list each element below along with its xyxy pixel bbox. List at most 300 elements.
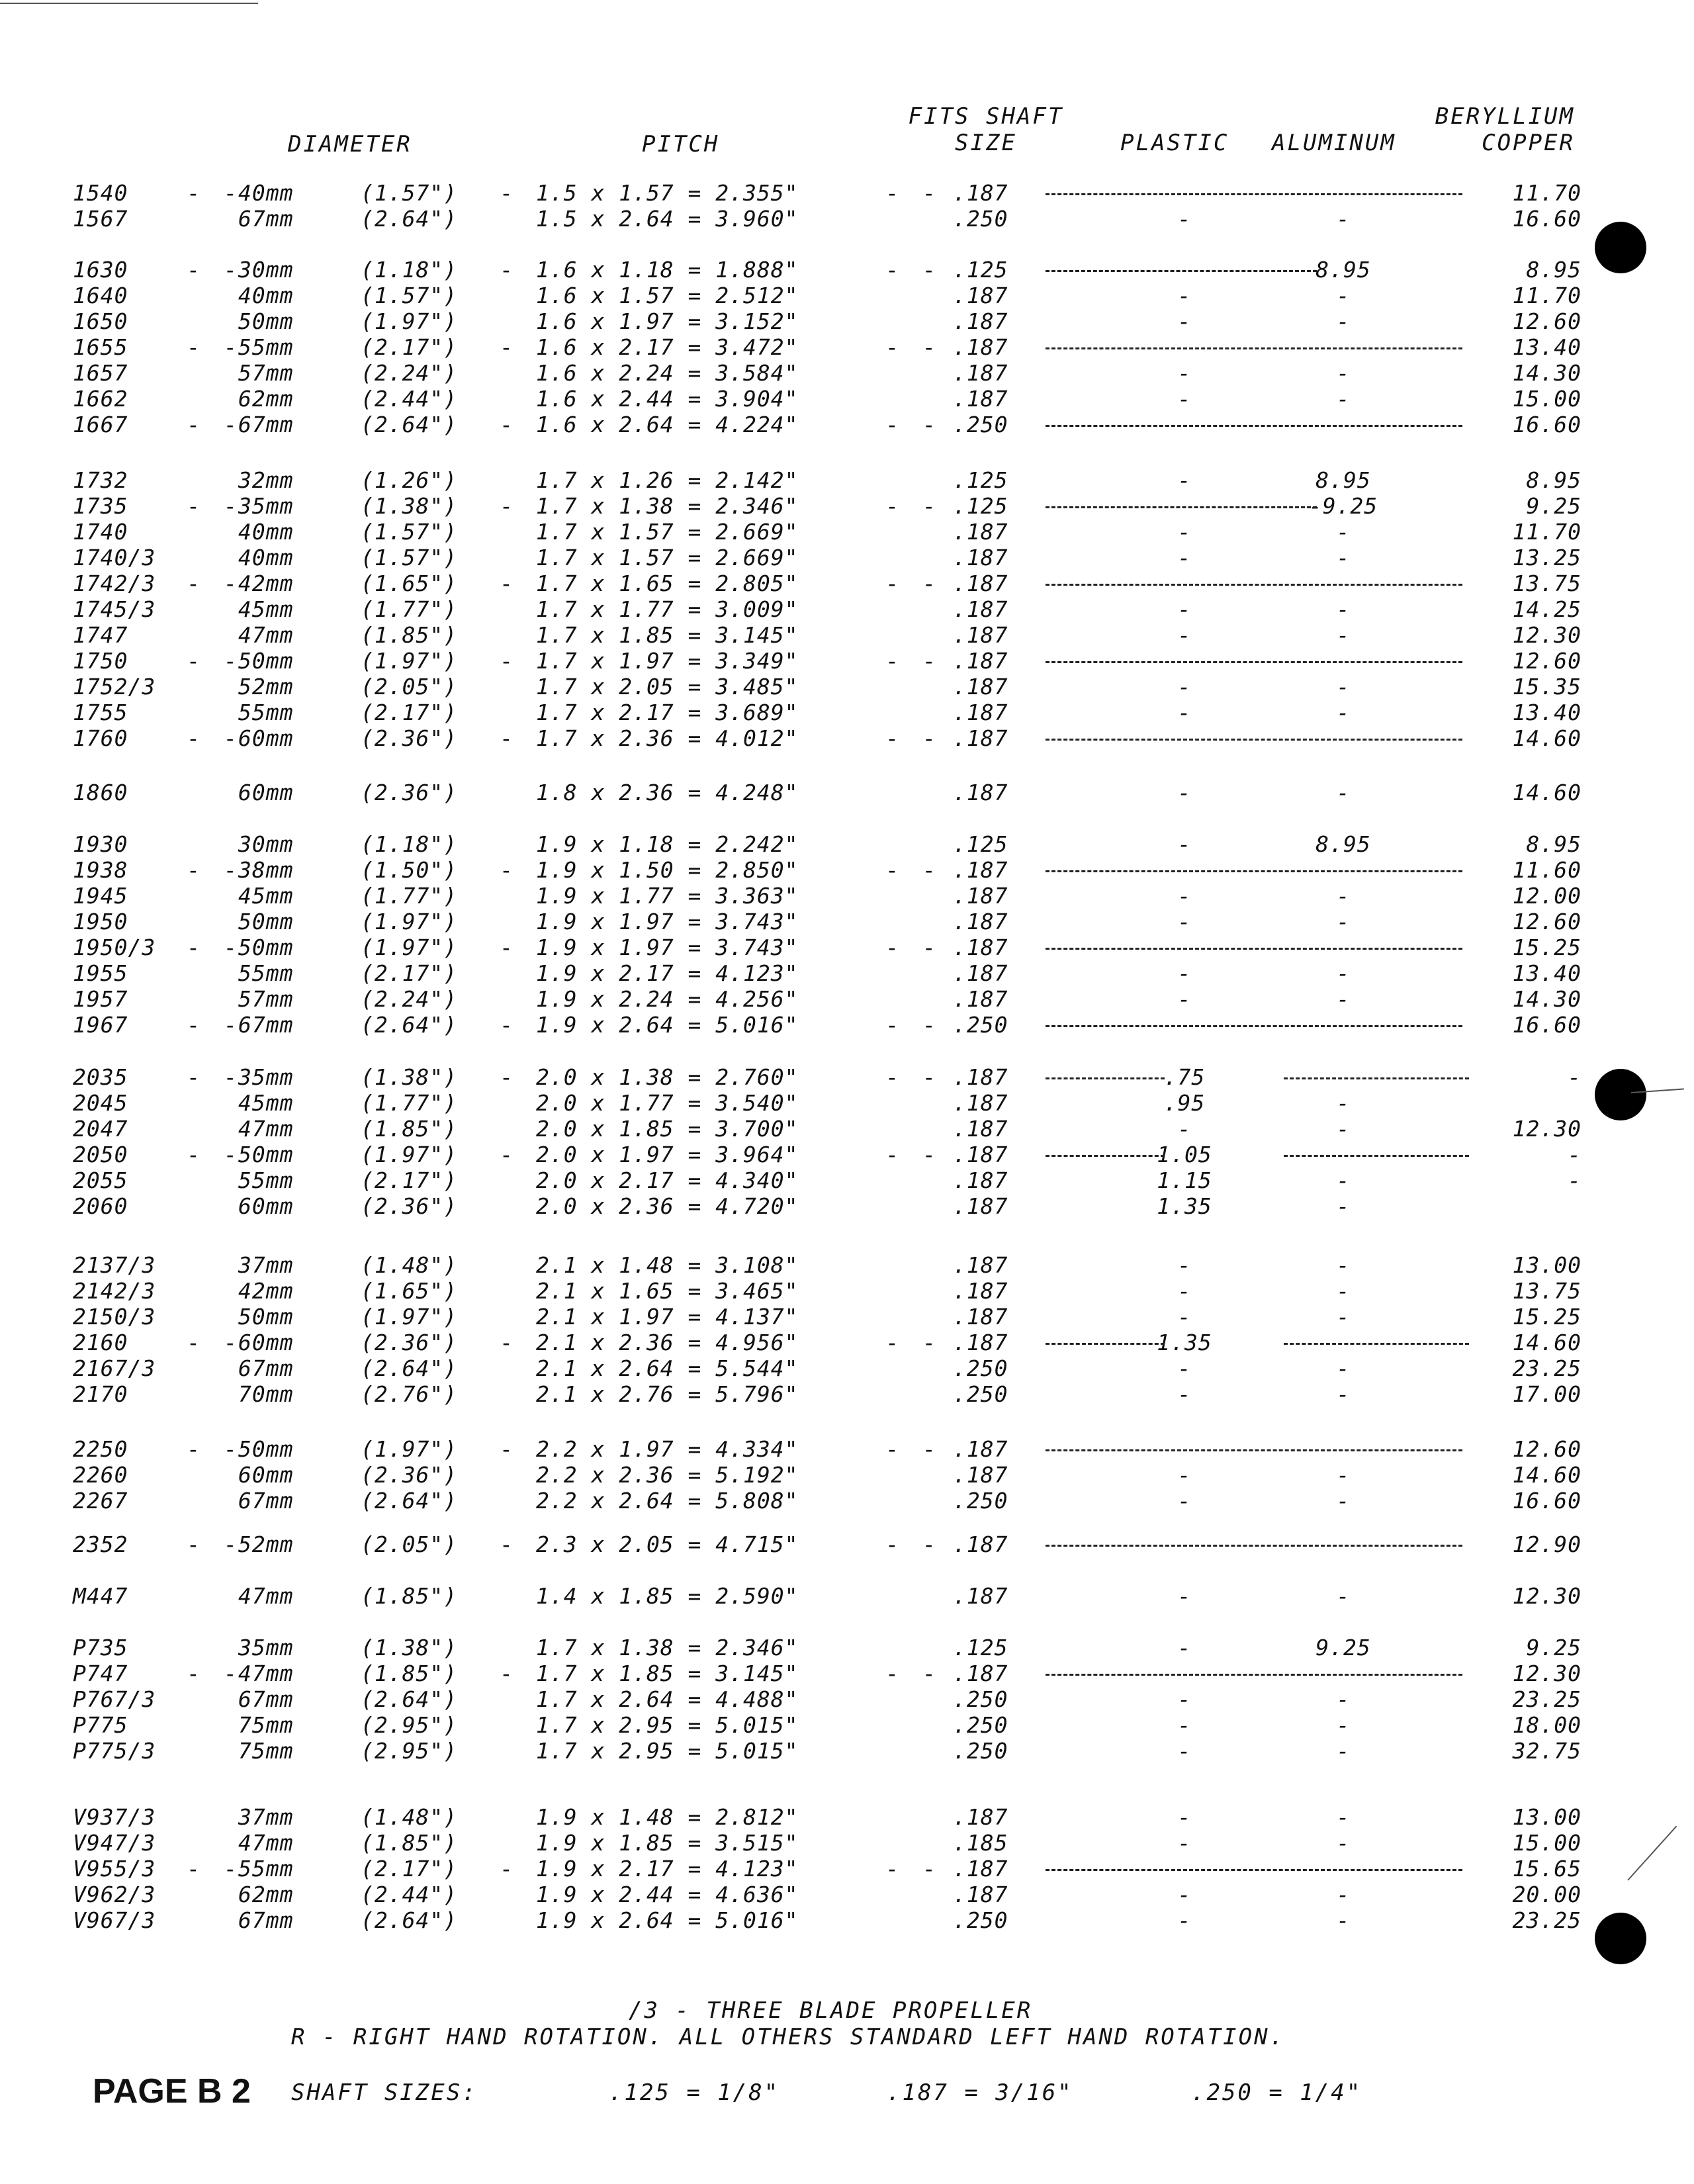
leader-dashes: - - [885,334,941,360]
diameter-inch-cell: (2.76") [361,1381,458,1407]
row-group [0,780,1694,805]
diameter-inch-cell: (1.97") [361,1436,458,1462]
plastic-price-cell: - [1177,467,1192,493]
copper-price-cell: 15.00 [1512,386,1582,412]
diameter-inch-cell: (2.64") [361,206,458,232]
table-row [0,986,1694,1012]
aluminum-price-cell: - [1336,1462,1351,1488]
model-cell: 1750 [73,648,128,674]
diameter-mm-cell: 75mm [238,1712,294,1738]
binder-hole-bottom [1595,1913,1646,1964]
diameter-mm-cell: 60mm [238,1330,294,1355]
leader-dash: - [500,412,513,437]
shaft-cell: .187 [953,1531,1008,1557]
plastic-price-cell: - [1177,1738,1192,1764]
diameter-mm-cell: 45mm [238,596,294,622]
row-group [0,1531,1694,1557]
plastic-price-cell: 1.05 [1157,1142,1212,1167]
copper-price-cell: 15.35 [1512,674,1582,700]
model-cell: 1740 [73,519,128,545]
pitch-cell: 1.9 x 1.77 = 3.363" [536,883,799,909]
pitch-cell: 2.0 x 2.17 = 4.340" [536,1167,799,1193]
pitch-cell: 1.7 x 2.05 = 3.485" [536,674,799,700]
leader-dashes: - - [187,857,242,883]
table-row [0,1856,1694,1882]
plastic-price-cell: - [1177,1116,1192,1142]
aluminum-price-cell: - [1336,1252,1351,1278]
table-row [0,545,1694,570]
row-group [0,257,1694,437]
pitch-cell: 2.0 x 1.85 = 3.700" [536,1116,799,1142]
table-row [0,831,1694,857]
model-cell: P775/3 [73,1738,156,1764]
aluminum-price-cell: - [1336,1278,1351,1304]
leader-dashes: - - [885,412,941,437]
copper-price-cell: 13.40 [1512,700,1582,725]
leader-line [1046,1077,1165,1079]
pitch-cell: 1.7 x 1.38 = 2.346" [536,493,799,519]
copper-price-cell: 12.60 [1512,648,1582,674]
pitch-cell: 2.1 x 1.97 = 4.137" [536,1304,799,1330]
model-cell: 1567 [73,206,128,232]
header-fits-shaft: FITS SHAFT [908,103,1064,130]
diameter-inch-cell: (1.85") [361,1116,458,1142]
copper-price-cell: 16.60 [1512,412,1582,437]
leader-dashes: - - [885,1064,941,1090]
plastic-price-cell: - [1177,206,1192,232]
shaft-cell: .125 [953,467,1008,493]
shaft-cell: .187 [953,857,1008,883]
model-cell: 1657 [73,360,128,386]
table-row [0,1090,1694,1116]
shaft-cell: .250 [953,1686,1008,1712]
shaft-cell: .187 [953,1193,1008,1219]
leader-dash: - [500,1856,513,1882]
diameter-inch-cell: (1.97") [361,1304,458,1330]
diameter-mm-cell: 67mm [238,1488,294,1514]
row-group [0,180,1694,232]
aluminum-price-cell: - [1336,1804,1351,1830]
aluminum-price-cell: - [1336,1907,1351,1933]
diameter-mm-cell: 50mm [238,909,294,934]
model-cell: 1950 [73,909,128,934]
model-cell: V962/3 [73,1882,156,1907]
aluminum-price-cell: - [1336,1882,1351,1907]
pitch-cell: 1.9 x 2.24 = 4.256" [536,986,799,1012]
diameter-mm-cell: 60mm [238,1462,294,1488]
diameter-mm-cell: 55mm [238,700,294,725]
model-cell: 1950/3 [73,934,156,960]
pitch-cell: 1.7 x 2.95 = 5.015" [536,1712,799,1738]
aluminum-price-cell: - [1336,780,1351,805]
model-cell: 1650 [73,308,128,334]
diameter-inch-cell: (1.57") [361,545,458,570]
leader-dashes: - - [187,257,242,283]
diameter-inch-cell: (1.77") [361,1090,458,1116]
pitch-cell: 1.6 x 1.18 = 1.888" [536,257,799,283]
copper-price-cell: 13.40 [1512,334,1582,360]
pitch-cell: 1.7 x 1.38 = 2.346" [536,1635,799,1661]
pitch-cell: 1.7 x 2.95 = 5.015" [536,1738,799,1764]
plastic-price-cell: .95 [1163,1090,1206,1116]
plastic-price-cell: - [1177,986,1192,1012]
leader-dashes: - - [187,648,242,674]
diameter-mm-cell: 47mm [238,1583,294,1609]
binder-hole-middle [1595,1069,1646,1120]
leader-line [1046,1025,1462,1027]
leader-line [1046,870,1462,872]
table-row [0,1355,1694,1381]
aluminum-price-cell: - [1336,1583,1351,1609]
leader-dashes: - - [187,412,242,437]
diameter-mm-cell: 40mm [238,283,294,308]
diameter-mm-cell: 42mm [238,570,294,596]
pitch-cell: 1.9 x 1.97 = 3.743" [536,909,799,934]
header-aluminum: ALUMINUM [1272,130,1396,156]
diameter-mm-cell: 55mm [238,1167,294,1193]
copper-price-cell: 11.70 [1512,519,1582,545]
leader-dash: - [500,180,513,206]
diameter-inch-cell: (2.17") [361,334,458,360]
diameter-inch-cell: (1.85") [361,1661,458,1686]
aluminum-price-cell: - [1336,1488,1351,1514]
leader-dashes: - - [885,257,941,283]
diameter-mm-cell: 60mm [238,1193,294,1219]
diameter-inch-cell: (1.26") [361,467,458,493]
leader-dashes: - - [885,493,941,519]
leader-line [1046,1545,1462,1547]
shaft-cell: .187 [953,1278,1008,1304]
leader-line [1046,661,1462,663]
plastic-price-cell: - [1177,1355,1192,1381]
header-fits-shaft-size: SIZE [955,130,1017,156]
model-cell: 1747 [73,622,128,648]
copper-price-cell: - [1568,1064,1582,1090]
shaft-cell: .187 [953,519,1008,545]
pitch-cell: 2.0 x 1.97 = 3.964" [536,1142,799,1167]
plastic-price-cell: - [1177,700,1192,725]
leader-dashes: - - [187,334,242,360]
plastic-price-cell: - [1177,1583,1192,1609]
plastic-price-cell: - [1177,1635,1192,1661]
leader-line [1046,347,1462,349]
plastic-price-cell: .75 [1163,1064,1206,1090]
diameter-inch-cell: (2.17") [361,1167,458,1193]
pitch-cell: 1.5 x 1.57 = 2.355" [536,180,799,206]
copper-price-cell: 14.30 [1512,986,1582,1012]
aluminum-price-cell: - [1336,545,1351,570]
row-group [0,831,1694,1038]
header-diameter: DIAMETER [288,131,412,158]
plastic-price-cell: - [1177,622,1192,648]
pitch-cell: 1.9 x 1.18 = 2.242" [536,831,799,857]
leader-line [1046,506,1317,508]
copper-price-cell: 23.25 [1512,1907,1582,1933]
leader-dashes: - - [885,648,941,674]
leader-line [1046,270,1317,272]
plastic-price-cell: - [1177,308,1192,334]
diameter-inch-cell: (2.64") [361,1012,458,1038]
legend-right-hand: R - RIGHT HAND ROTATION. ALL OTHERS STANDARD LEFT HAND ROTATION. [291,2024,1286,2050]
pitch-cell: 1.5 x 2.64 = 3.960" [536,206,799,232]
shaft-cell: .187 [953,1090,1008,1116]
shaft-sizes-line [291,2079,1362,2106]
leader-dashes: - - [187,1330,242,1355]
pitch-cell: 1.7 x 1.97 = 3.349" [536,648,799,674]
table-row [0,1462,1694,1488]
pitch-cell: 1.9 x 2.17 = 4.123" [536,1856,799,1882]
shaft-cell: .187 [953,180,1008,206]
pitch-cell: 2.1 x 2.76 = 5.796" [536,1381,799,1407]
pitch-cell: 1.7 x 1.85 = 3.145" [536,622,799,648]
plastic-price-cell: - [1177,360,1192,386]
diameter-inch-cell: (2.64") [361,1488,458,1514]
model-cell: 1742/3 [73,570,156,596]
row-group [0,1436,1694,1514]
shaft-cell: .125 [953,257,1008,283]
diameter-mm-cell: 35mm [238,1635,294,1661]
diameter-inch-cell: (1.85") [361,1830,458,1856]
model-cell: 1745/3 [73,596,156,622]
copper-price-cell: 12.00 [1512,883,1582,909]
pitch-cell: 1.7 x 1.77 = 3.009" [536,596,799,622]
leader-dash: - [500,1012,513,1038]
copper-price-cell: 23.25 [1512,1686,1582,1712]
shaft-cell: .250 [953,1012,1008,1038]
table-row [0,412,1694,437]
table-row [0,1804,1694,1830]
diameter-inch-cell: (1.57") [361,180,458,206]
aluminum-price-cell: 8.95 [1315,467,1371,493]
model-cell: 1630 [73,257,128,283]
model-cell: V967/3 [73,1907,156,1933]
aluminum-price-cell: 8.95 [1315,831,1371,857]
shaft-cell: .187 [953,1142,1008,1167]
pitch-cell: 1.9 x 2.64 = 5.016" [536,1012,799,1038]
shaft-cell: .187 [953,545,1008,570]
diameter-inch-cell: (1.57") [361,283,458,308]
leader-line [1046,948,1462,950]
leader-dashes: - - [885,1436,941,1462]
diameter-inch-cell: (2.17") [361,1856,458,1882]
shaft-cell: .187 [953,1252,1008,1278]
row-group [0,1804,1694,1933]
diameter-inch-cell: (1.77") [361,596,458,622]
diameter-mm-cell: 42mm [238,1278,294,1304]
aluminum-price-cell: - [1336,883,1351,909]
pitch-cell: 1.7 x 1.65 = 2.805" [536,570,799,596]
shaft-cell: .187 [953,674,1008,700]
shaft-cell: .187 [953,725,1008,751]
model-cell: P735 [73,1635,128,1661]
shaft-cell: .187 [953,1856,1008,1882]
model-cell: 2047 [73,1116,128,1142]
pitch-cell: 2.1 x 1.48 = 3.108" [536,1252,799,1278]
model-cell: 1655 [73,334,128,360]
diameter-mm-cell: 35mm [238,493,294,519]
diameter-mm-cell: 57mm [238,360,294,386]
diameter-inch-cell: (1.38") [361,493,458,519]
diameter-mm-cell: 40mm [238,180,294,206]
diameter-inch-cell: (1.85") [361,622,458,648]
model-cell: 1860 [73,780,128,805]
copper-price-cell: 17.00 [1512,1381,1582,1407]
leader-line [1046,1449,1462,1451]
leader-dashes: - - [885,725,941,751]
model-cell: 1640 [73,283,128,308]
pitch-cell: 1.6 x 2.44 = 3.904" [536,386,799,412]
shaft-cell: .125 [953,493,1008,519]
copper-price-cell: 8.95 [1526,257,1582,283]
plastic-price-cell: - [1177,519,1192,545]
copper-price-cell: 15.65 [1512,1856,1582,1882]
leader-dashes: - - [187,180,242,206]
aluminum-price-cell: - [1336,1304,1351,1330]
table-row [0,909,1694,934]
leader-dashes: - - [187,1436,242,1462]
leader-line [1046,1343,1165,1345]
model-cell: 2167/3 [73,1355,156,1381]
row-group [0,1635,1694,1764]
model-cell: 1945 [73,883,128,909]
header-plastic: PLASTIC [1120,130,1229,156]
diameter-mm-cell: 67mm [238,1012,294,1038]
table-row [0,700,1694,725]
table-row [0,493,1694,519]
shaft-cell: .187 [953,360,1008,386]
plastic-price-cell: - [1177,960,1192,986]
aluminum-price-cell: - [1336,700,1351,725]
shaft-size-1: .125 = 1/8" [609,2079,780,2106]
table-row [0,1738,1694,1764]
diameter-inch-cell: (2.36") [361,780,458,805]
copper-price-cell: 20.00 [1512,1882,1582,1907]
diameter-inch-cell: (1.97") [361,934,458,960]
model-cell: 2035 [73,1064,128,1090]
pitch-cell: 1.9 x 1.85 = 3.515" [536,1830,799,1856]
leader-dash: - [500,1142,513,1167]
copper-price-cell: 15.25 [1512,934,1582,960]
copper-price-cell: 14.25 [1512,596,1582,622]
leader-dashes: - - [187,934,242,960]
shaft-cell: .187 [953,1804,1008,1830]
diameter-inch-cell: (2.44") [361,1882,458,1907]
table-row [0,1830,1694,1856]
shaft-cell: .250 [953,1907,1008,1933]
diameter-mm-cell: 30mm [238,257,294,283]
aluminum-price-cell: - [1336,1355,1351,1381]
leader-dashes: - - [187,1012,242,1038]
pitch-cell: 2.3 x 2.05 = 4.715" [536,1531,799,1557]
shaft-cell: .187 [953,1661,1008,1686]
model-cell: M447 [73,1583,128,1609]
aluminum-price-cell: - [1336,1686,1351,1712]
diameter-mm-cell: 57mm [238,986,294,1012]
pitch-cell: 2.2 x 2.36 = 5.192" [536,1462,799,1488]
copper-price-cell: 9.25 [1526,1635,1582,1661]
copper-price-cell: 14.60 [1512,1330,1582,1355]
diameter-inch-cell: (2.36") [361,1193,458,1219]
diameter-mm-cell: 55mm [238,960,294,986]
pitch-cell: 1.7 x 2.64 = 4.488" [536,1686,799,1712]
pitch-cell: 1.7 x 1.85 = 3.145" [536,1661,799,1686]
leader-line [1046,193,1462,195]
plastic-price-cell: - [1177,909,1192,934]
leader-dashes: - - [885,934,941,960]
page-label: PAGE B 2 [93,2072,251,2111]
diameter-inch-cell: (2.05") [361,674,458,700]
shaft-cell: .187 [953,1583,1008,1609]
plastic-price-cell: - [1177,1278,1192,1304]
diameter-mm-cell: 52mm [238,674,294,700]
diameter-inch-cell: (2.36") [361,1330,458,1355]
diameter-inch-cell: (2.64") [361,412,458,437]
diameter-mm-cell: 67mm [238,1355,294,1381]
model-cell: 1760 [73,725,128,751]
table-row [0,1167,1694,1193]
copper-price-cell: 14.60 [1512,725,1582,751]
copper-price-cell: 16.60 [1512,1488,1582,1514]
model-cell: 2250 [73,1436,128,1462]
leader-dash: - [500,1330,513,1355]
aluminum-price-cell: - [1336,986,1351,1012]
diameter-mm-cell: 75mm [238,1738,294,1764]
diameter-inch-cell: (2.17") [361,960,458,986]
copper-price-cell: 13.25 [1512,545,1582,570]
model-cell: 1540 [73,180,128,206]
model-cell: 2055 [73,1167,128,1193]
diameter-inch-cell: (1.48") [361,1804,458,1830]
shaft-cell: .187 [953,780,1008,805]
model-cell: 2170 [73,1381,128,1407]
model-cell: 1967 [73,1012,128,1038]
diameter-inch-cell: (1.97") [361,909,458,934]
plastic-price-cell: - [1177,674,1192,700]
row-group [0,1252,1694,1407]
diameter-inch-cell: (2.64") [361,1907,458,1933]
copper-price-cell: 8.95 [1526,831,1582,857]
table-row [0,1064,1694,1090]
diameter-inch-cell: (2.05") [361,1531,458,1557]
shaft-cell: .187 [953,700,1008,725]
pitch-cell: 1.9 x 1.50 = 2.850" [536,857,799,883]
copper-price-cell: 12.30 [1512,1661,1582,1686]
copper-price-cell: 32.75 [1512,1738,1582,1764]
leader-dashes: - - [885,1330,941,1355]
table-row [0,1330,1694,1355]
plastic-price-cell: - [1177,1830,1192,1856]
table-row [0,257,1694,283]
leader-line [1284,1155,1469,1157]
table-row [0,283,1694,308]
diameter-mm-cell: 62mm [238,386,294,412]
shaft-cell: .187 [953,883,1008,909]
copper-price-cell: 9.25 [1526,493,1582,519]
shaft-cell: .125 [953,1635,1008,1661]
model-cell: 1752/3 [73,674,156,700]
aluminum-price-cell: -9.25 [1308,493,1378,519]
scan-mark-top [0,3,258,4]
copper-price-cell: 13.00 [1512,1252,1582,1278]
table-row [0,1436,1694,1462]
copper-price-cell: 14.60 [1512,780,1582,805]
plastic-price-cell: - [1177,283,1192,308]
shaft-cell: .250 [953,1712,1008,1738]
table-row [0,1907,1694,1933]
leader-dashes: - - [885,570,941,596]
copper-price-cell: 8.95 [1526,467,1582,493]
plastic-price-cell: - [1177,1907,1192,1933]
